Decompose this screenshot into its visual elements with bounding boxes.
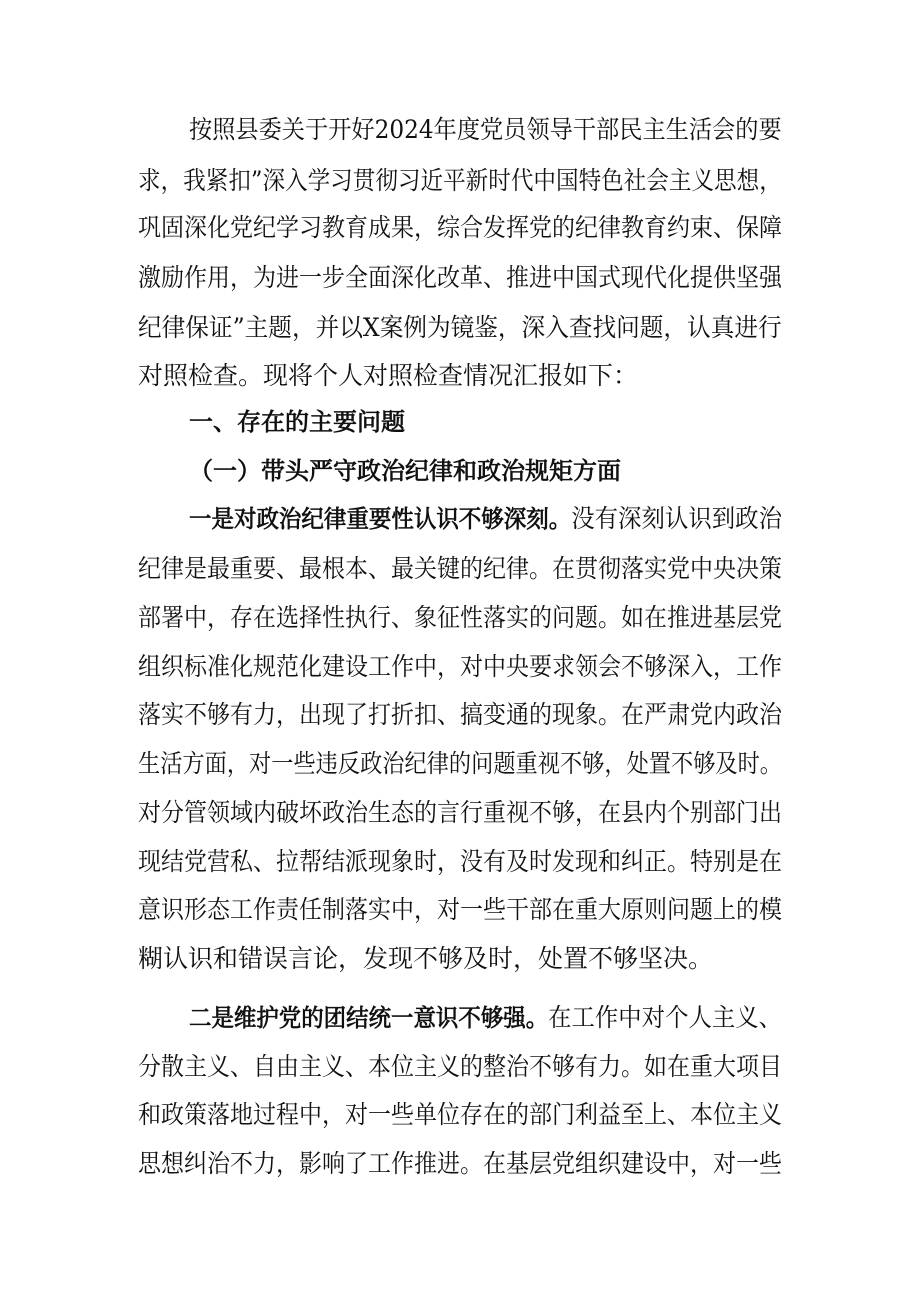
intro-line-5: 纪律保证”主题，并以X案例为镜鉴，深入查找问题，认真进行 (138, 313, 782, 342)
point-one-first-line (189, 501, 782, 537)
intro-line-2: 求，我紧扣”深入学习贯彻习近平新时代中国特色社会主义思想， (138, 166, 782, 195)
intro-line-3: 巩固深化党纪学习教育成果，综合发挥党的纪律教育约束、保障 (138, 213, 783, 242)
point-one-line-4: 组织标准化规范化建设工作中，对中央要求领会不够深入，工作 (138, 652, 783, 681)
point-two-first-rest: 在工作中对个人主义、 (548, 1003, 782, 1032)
point-two-line-2: 分散主义、自由主义、本位主义的整治不够有力。如在重大项目 (138, 1052, 783, 1081)
intro-line-4: 激励作用，为进一步全面深化改革、推进中国式现代化提供坚强 (138, 263, 783, 292)
point-one-line-8: 现结党营私、拉帮结派现象时，没有及时发现和纠正。特别是在 (138, 847, 783, 876)
point-one-line-5: 落实不够有力，出现了打折扣、搞变通的现象。在严肃党内政治 (138, 700, 783, 729)
point-one-line-3: 部署中，存在选择性执行、象征性落实的问题。如在推进基层党 (138, 603, 783, 632)
point-one-line-2: 纪律是最重要、最根本、最关键的纪律。在贯彻落实党中央决策 (138, 554, 783, 583)
point-one-line-9: 意识形态工作责任制落实中，对一些干部在重大原则问题上的模 (138, 895, 783, 924)
section-heading: 一、存在的主要问题 (189, 408, 405, 436)
point-one-first-rest: 没有深刻认识到政治 (571, 504, 783, 533)
point-one-line-7: 对分管领域内破坏政治生态的言行重视不够，在县内个别部门出 (138, 798, 783, 827)
point-two-lead: 二是维护党的团结统一意识不够强。 (189, 1004, 549, 1032)
subsection-heading: （一）带头严守政治纪律和政治规矩方面 (189, 457, 621, 485)
point-one-line-10: 糊认识和错误言论，发现不够及时，处置不够坚决。 (138, 944, 714, 973)
point-one-lead: 一是对政治纪律重要性认识不够深刻。 (189, 505, 572, 533)
point-one-line-6: 生活方面，对一些违反政治纪律的问题重视不够，处置不够及时。 (138, 749, 783, 778)
point-two-line-3: 和政策落地过程中，对一些单位存在的部门利益至上、本位主义 (138, 1100, 783, 1129)
intro-line-6: 对照检查。现将个人对照检查情况汇报如下： (138, 361, 639, 390)
intro-line-1: 按照县委关于开好2024年度党员领导干部民主生活会的要 (189, 115, 782, 144)
point-two-first-line (189, 1000, 782, 1036)
point-two-line-4: 思想纠治不力，影响了工作推进。在基层党组织建设中，对一些 (138, 1149, 783, 1178)
